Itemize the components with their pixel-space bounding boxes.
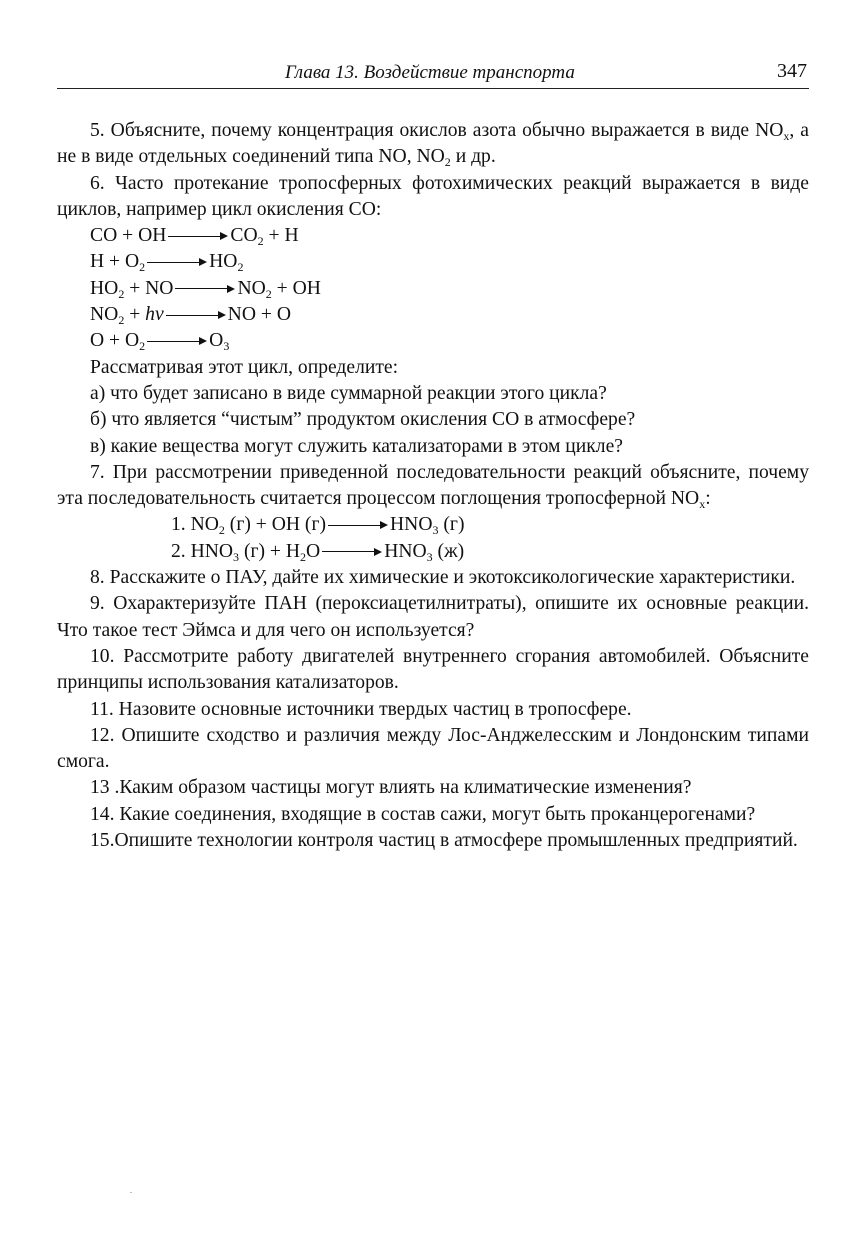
- running-head: [57, 58, 809, 89]
- question-6: 6. Часто протекание тропосферных фотохимических реакций выражается в виде циклов, например цикл окисления CO:: [57, 172, 809, 220]
- question-9: 9. Охарактеризуйте ПАН (пероксиацетилнитраты), опишите их основные реакции. Что такое тест Эймса и для чего он используется?: [57, 593, 809, 641]
- book-page: [57, 0, 809, 1260]
- reaction-arrow: [147, 258, 207, 268]
- reaction-arrow: [166, 311, 226, 321]
- equation-1: 1. $NO_2$ (г) + OH (г) $HNO_3$ (г): [171, 514, 465, 538]
- reaction-arrow: [328, 521, 388, 531]
- question-6-item-a: а) что будет записано в виде суммарной реакции этого цикла?: [90, 382, 607, 404]
- question-6-intro: Рассматривая этот цикл, определите:: [90, 356, 399, 378]
- reaction-arrow: [168, 232, 228, 242]
- question-10: 10. Рассмотрите работу двигателей внутреннего сгорания автомобилей. Объясните принципы использования катализаторов.: [57, 645, 809, 694]
- chapter-title: Глава 13. Воздействие транспорта: [285, 62, 575, 83]
- equation-2: 2. $HNO_3$ $(г) + H_2O$ $HNO_3$ (ж): [171, 540, 465, 564]
- reaction-1: CO + OH $CO_2 + H$: [90, 225, 299, 249]
- reaction-arrow: [175, 284, 235, 294]
- question-7: 7. При рассмотрении приведенной последовательности реакций объясните, почему эта последовательность считается процессом поглощения тропосферной $NO_x$:: [57, 461, 809, 512]
- question-8: 8. Расскажите о ПАУ, дайте их химические и экотоксикологические характеристики.: [90, 567, 796, 589]
- question-list: [57, 118, 809, 854]
- reaction-5: $O + O_2$ $O_3$: [90, 330, 230, 354]
- scan-speck: [130, 1192, 132, 1193]
- reaction-3: $HO_2$ + NO $NO_2$ + OH: [90, 277, 321, 301]
- question-11: 11. Назовите основные источники твердых частиц в тропосфере.: [90, 698, 632, 720]
- question-6-item-c: в) какие вещества могут служить катализаторами в этом цикле?: [90, 435, 623, 457]
- reaction-arrow: [147, 337, 207, 347]
- question-15: 15.Опишите технологии контроля частиц в атмосфере промышленных предприятий.: [90, 830, 798, 852]
- question-14: 14. Какие соединения, входящие в состав сажи, могут быть проканцерогенами?: [90, 803, 756, 825]
- question-12: 12. Опишите сходство и различия между Лос-Анджелесским и Лондонским типами смога.: [57, 724, 809, 773]
- reaction-4: $NO_2$ + hv NO + O: [90, 304, 291, 328]
- reaction-arrow: [322, 547, 382, 557]
- reaction-2: $H + O_2$ $HO_2$: [90, 251, 244, 275]
- question-6-item-b: б) что является “чистым” продуктом окисления CO в атмосфере?: [90, 409, 636, 431]
- page-number: 347: [777, 60, 807, 82]
- question-13: 13 .Каким образом частицы могут влиять на климатические изменения?: [90, 777, 692, 799]
- question-5: 5. Объясните, почему концентрация окислов азота обычно выражается в виде $NO_x$, а не в виде отдельных соединений типа NO, $NO_2$ и др.: [57, 120, 809, 170]
